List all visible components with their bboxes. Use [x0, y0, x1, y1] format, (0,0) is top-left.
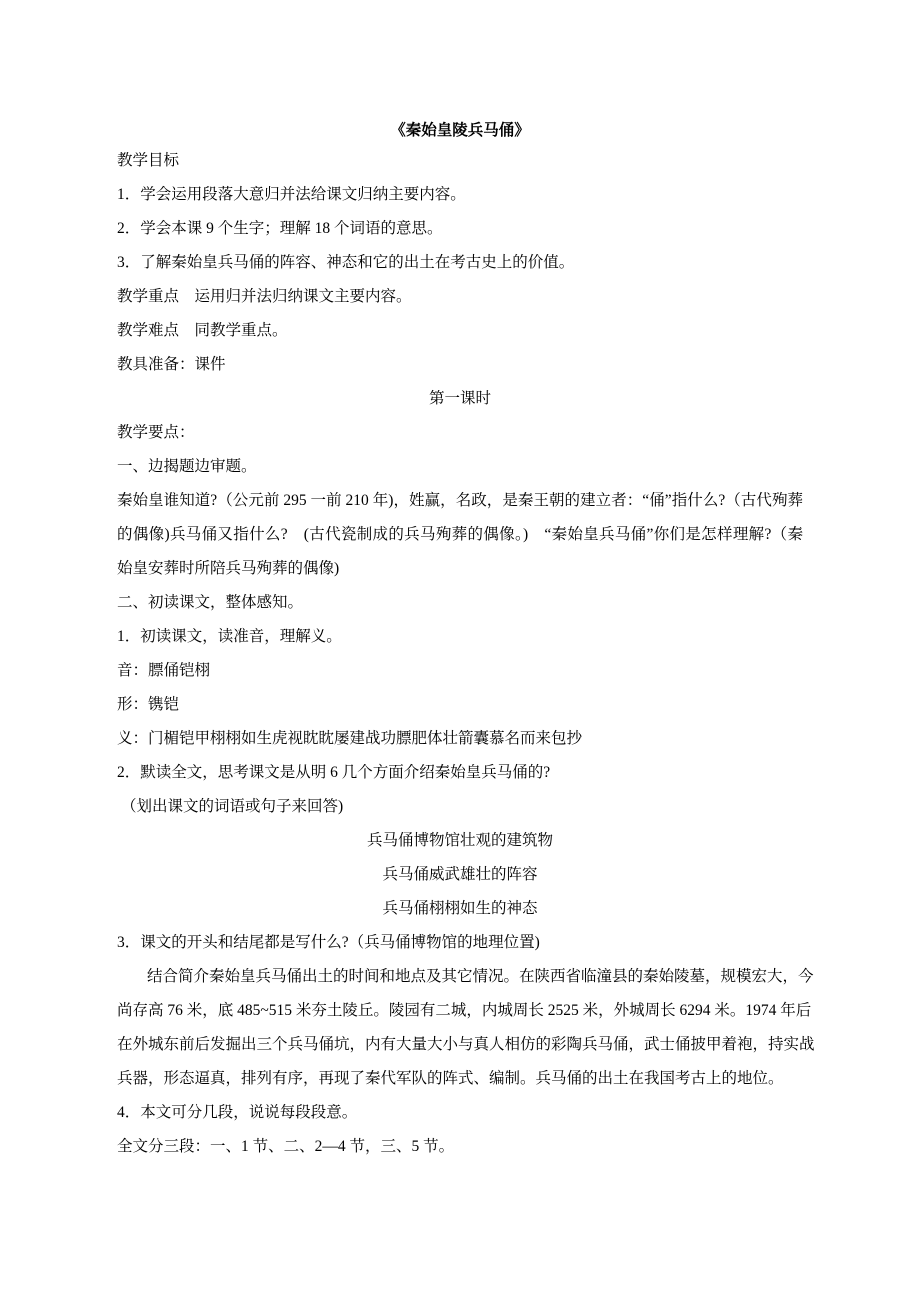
teaching-materials: 教具准备：课件 — [117, 356, 226, 373]
paragraph-line: 秦始皇谁知道?（公元前 295 一前 210 年)，姓赢，名政，是秦王朝的建立者：“俑”指什么?（古代殉葬 — [117, 492, 803, 509]
answer-line: 兵马俑栩栩如生的神态 — [382, 900, 538, 917]
teaching-difficulty: 教学难点 同教学重点。 — [117, 322, 288, 339]
document-title: 《秦始皇陵兵马俑》 — [390, 122, 530, 139]
answer-line: 兵马俑博物馆壮观的建筑物 — [366, 832, 553, 849]
goal-item: 1．学会运用段落大意归并法给课文归纳主要内容。 — [117, 186, 466, 203]
step-heading: 二、初读课文，整体感知。 — [117, 594, 304, 611]
goal-item: 2．学会本课 9 个生字；理解 18 个词语的意思。 — [117, 220, 443, 237]
answer-line: 兵马俑威武雄壮的阵容 — [382, 866, 538, 883]
paragraph-line: 结合简介秦始皇兵马俑出土的时间和地点及其它情况。在陕西省临潼县的秦始陵墓，规模宏大，今 — [147, 968, 814, 985]
paragraph-line: 的偶像)兵马俑又指什么? (古代瓷制成的兵马殉葬的偶像。) “秦始皇兵马俑”你们是怎样理解?（秦 — [117, 526, 803, 543]
section-heading-first-lesson: 第一课时 — [428, 390, 491, 407]
goal-item: 3．了解秦始皇兵马俑的阵容、神态和它的出土在考古史上的价值。 — [117, 254, 575, 271]
list-item: 4．本文可分几段，说说每段段意。 — [117, 1104, 358, 1121]
paragraph-line: 在外城东前后发掘出三个兵马俑坑，内有大量大小与真人相仿的彩陶兵马俑，武士俑披甲着袍，持实战 — [117, 1036, 815, 1053]
instruction-note: （划出课文的词语或句子来回答) — [121, 798, 344, 815]
paragraph-line: 始皇安葬时所陪兵马殉葬的偶像) — [117, 560, 340, 577]
list-item: 1．初读课文，读准音，理解义。 — [117, 628, 342, 645]
pronunciation-line: 音：膘俑铠栩 — [117, 662, 211, 679]
step-heading: 一、边揭题边审题。 — [117, 458, 257, 475]
teaching-focus: 教学重点 运用归并法归纳课文主要内容。 — [117, 288, 412, 305]
form-line: 形：镌铠 — [117, 696, 180, 713]
document-body — [117, 144, 815, 1164]
paragraph-line: 兵器，形态逼真，排列有序，再现了秦代军队的阵式、编制。兵马俑的出土在我国考古上的地位。 — [117, 1070, 784, 1087]
paragraph-line: 尚存高 76 米，底 485~515 米夯土陵丘。陵园有二城，内城周长 2525 米，外城周长 6294 米。1974 年后 — [117, 1002, 812, 1019]
heading-teaching-goals: 教学目标 — [117, 152, 180, 169]
meaning-line: 义：门楣铠甲栩栩如生虎视眈眈屡建战功膘肥体壮箭囊慕名而来包抄 — [117, 730, 583, 747]
list-item: 3．课文的开头和结尾都是写什么?（兵马俑博物馆的地理位置) — [117, 934, 540, 951]
paragraph-line: 全文分三段：一、1 节、二、2—4 节，三、5 节。 — [117, 1138, 455, 1155]
list-item: 2．默读全文，思考课文是从明 6 几个方面介绍秦始皇兵马俑的? — [117, 764, 551, 781]
heading-key-points: 教学要点： — [117, 424, 195, 441]
